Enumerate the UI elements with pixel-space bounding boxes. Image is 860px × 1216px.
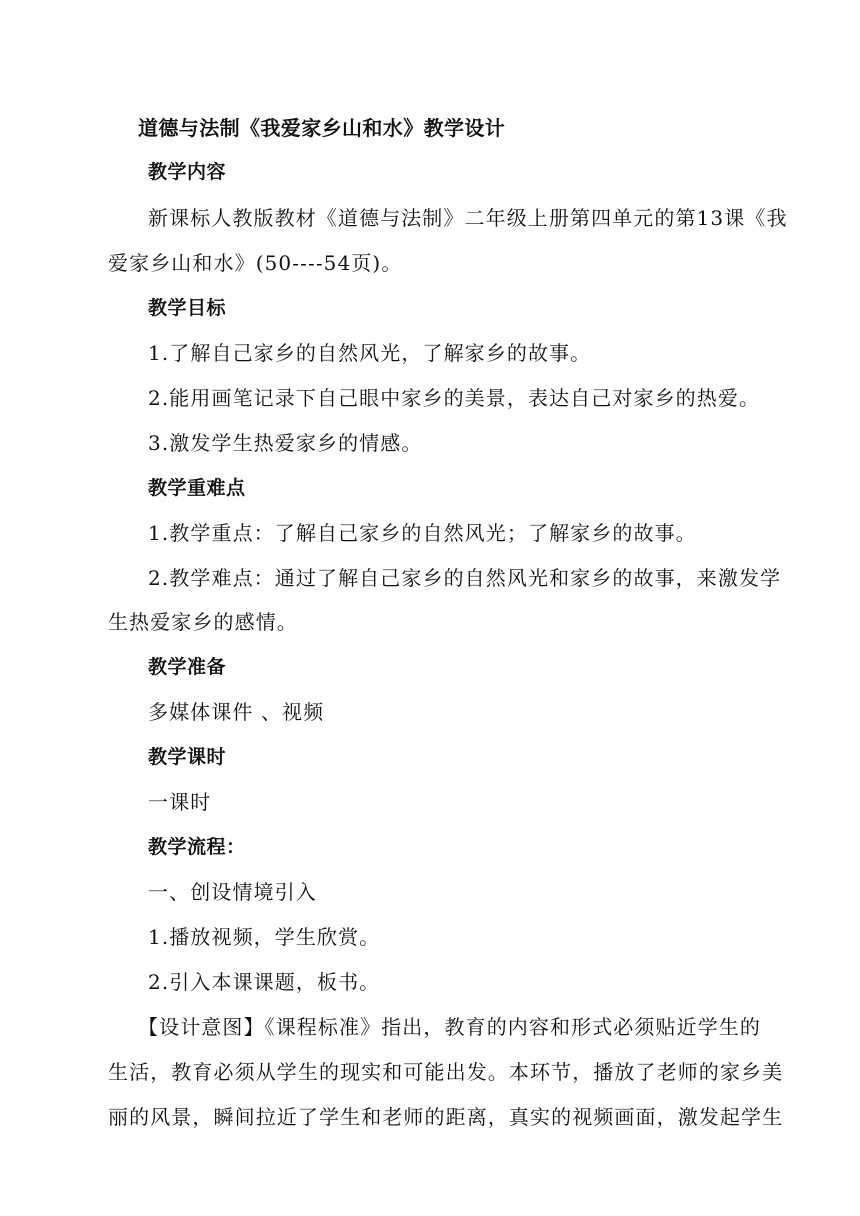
design-intent-line-2: 生活，教育必须从学生的现实和可能出发。本环节，播放了老师的家乡美 [108,1060,784,1084]
heading-teaching-preparation: 教学准备 [148,656,227,678]
design-intent-line-3: 丽的风景，瞬间拉近了学生和老师的距离，真实的视频画面，激发起学生 [108,1105,784,1129]
process-step-2: 2.引入本课课题，板书。 [148,970,381,994]
key-point-item-2-line-1: 2.教学难点：通过了解自己家乡的自然风光和家乡的故事，来激发学 [148,566,782,590]
document-title: 道德与法制《我爱家乡山和水》教学设计 [138,116,506,140]
heading-teaching-process: 教学流程： [148,836,246,858]
key-point-item-2-line-2: 生热爱家乡的感情。 [108,610,298,634]
preparation-text: 多媒体课件 、视频 [148,700,325,724]
heading-teaching-goals: 教学目标 [148,297,227,319]
process-step-title: 一、创设情境引入 [148,880,317,904]
class-hours-text: 一课时 [148,790,212,814]
process-step-1: 1.播放视频，学生欣赏。 [148,925,381,949]
key-point-item-1: 1.教学重点：了解自己家乡的自然风光；了解家乡的故事。 [148,521,697,545]
goal-item-2: 2.能用画笔记录下自己眼中家乡的美景，表达自己对家乡的热爱。 [148,386,761,410]
goal-item-1: 1.了解自己家乡的自然风光，了解家乡的故事。 [148,341,592,365]
heading-class-hours: 教学课时 [148,746,227,768]
goal-item-3: 3.激发学生热爱家乡的情感。 [148,431,423,455]
design-intent-line-1: 【设计意图】《课程标准》指出，教育的内容和形式必须贴近学生的 [138,1015,761,1039]
heading-key-difficult-points: 教学重难点 [148,477,246,499]
content-paragraph-line-1: 新课标人教版教材《道德与法制》二年级上册第四单元的第13课《我 [148,206,788,230]
heading-teaching-content: 教学内容 [148,161,227,183]
content-paragraph-line-2: 爱家乡山和水》(50----54页)。 [108,251,403,275]
